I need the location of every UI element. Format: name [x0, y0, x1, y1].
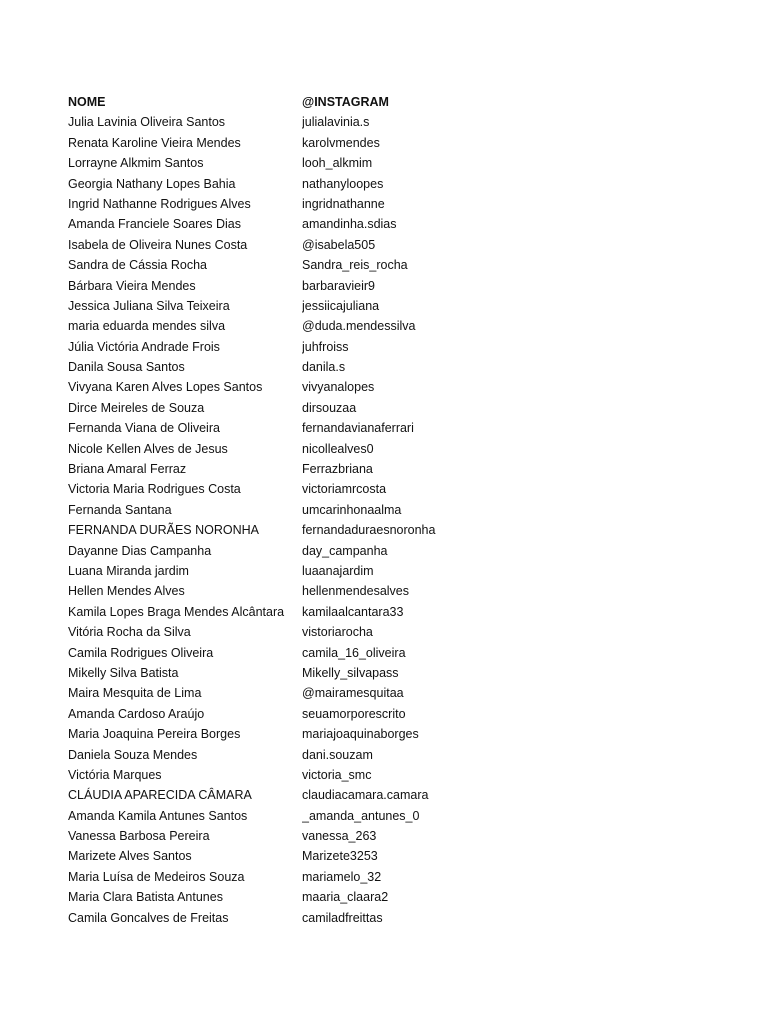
row-instagram-cell: juhfroiss [302, 339, 349, 354]
row-name-cell: Maria Luísa de Medeiros Souza [68, 869, 245, 884]
row-instagram-cell: jessiicajuliana [302, 298, 380, 313]
row-name-cell: Vivyana Karen Alves Lopes Santos [68, 380, 263, 395]
table-row [68, 745, 728, 765]
row-name-cell: Jessica Juliana Silva Teixeira [68, 298, 230, 313]
row-instagram-cell: victoria_smc [302, 767, 372, 782]
table-row [68, 377, 728, 397]
row-name-cell: Luana Miranda jardim [68, 563, 189, 578]
row-instagram-cell: camila_16_oliveira [302, 645, 406, 660]
row-instagram-cell: vivyanalopes [302, 380, 375, 395]
row-instagram-cell: fernandaduraesnoronha [302, 523, 436, 538]
table-row [68, 581, 728, 601]
table-row [68, 561, 728, 581]
row-instagram-cell: Mikelly_silvapass [302, 665, 399, 680]
table-row [68, 520, 728, 540]
table-row [68, 276, 728, 296]
table-row [68, 479, 728, 499]
row-name-cell: Amanda Franciele Soares Dias [68, 217, 241, 232]
row-name-cell: Danila Sousa Santos [68, 360, 185, 375]
row-instagram-cell: kamilaalcantara33 [302, 604, 404, 619]
table-row [68, 683, 728, 703]
row-name-cell: Renata Karoline Vieira Mendes [68, 135, 241, 150]
table-row [68, 398, 728, 418]
row-name-cell: Vanessa Barbosa Pereira [68, 829, 210, 844]
table-row [68, 806, 728, 826]
row-instagram-cell: luaanajardim [302, 563, 374, 578]
row-name-cell: Sandra de Cássia Rocha [68, 258, 207, 273]
table-body [68, 112, 728, 928]
row-name-cell: Fernanda Santana [68, 502, 172, 517]
row-instagram-cell: victoriamrcosta [302, 482, 387, 497]
row-name-cell: Dayanne Dias Campanha [68, 543, 212, 558]
row-name-cell: Maira Mesquita de Lima [68, 686, 202, 701]
row-instagram-cell: @mairamesquitaa [302, 686, 404, 701]
row-instagram-cell: Ferrazbriana [302, 462, 373, 477]
row-instagram-cell: hellenmendesalves [302, 584, 410, 599]
row-name-cell: Dirce Meireles de Souza [68, 400, 205, 415]
table-row [68, 500, 728, 520]
row-name-cell: Nicole Kellen Alves de Jesus [68, 441, 228, 456]
row-name-cell: Camila Goncalves de Freitas [68, 910, 229, 925]
table-row [68, 296, 728, 316]
table-row [68, 785, 728, 805]
table-row [68, 887, 728, 907]
table-row [68, 418, 728, 438]
row-name-cell: Daniela Souza Mendes [68, 747, 198, 762]
table-row [68, 133, 728, 153]
row-instagram-cell: karolvmendes [302, 135, 380, 150]
row-instagram-cell: claudiacamara.camara [302, 788, 429, 803]
row-instagram-cell: vistoriarocha [302, 625, 373, 640]
table-row [68, 908, 728, 928]
row-name-cell: Marizete Alves Santos [68, 849, 192, 864]
row-name-cell: CLÁUDIA APARECIDA CÂMARA [68, 788, 252, 803]
table-row [68, 439, 728, 459]
table-row [68, 174, 728, 194]
row-instagram-cell: camiladfreittas [302, 910, 383, 925]
row-name-cell: Hellen Mendes Alves [68, 584, 185, 599]
table-row [68, 214, 728, 234]
row-instagram-cell: dirsouzaa [302, 400, 357, 415]
table-row [68, 112, 728, 132]
row-instagram-cell: ingridnathanne [302, 196, 385, 211]
row-name-cell: Maria Joaquina Pereira Borges [68, 727, 241, 742]
table-row [68, 622, 728, 642]
row-instagram-cell: _amanda_antunes_0 [302, 808, 420, 823]
row-name-cell: Kamila Lopes Braga Mendes Alcântara [68, 604, 285, 619]
row-name-cell: Amanda Cardoso Araújo [68, 706, 205, 721]
table-row [68, 663, 728, 683]
row-instagram-cell: fernandavianaferrari [302, 421, 414, 436]
table-row [68, 826, 728, 846]
row-instagram-cell: julialavinia.s [302, 115, 370, 130]
row-name-cell: Maria Clara Batista Antunes [68, 890, 223, 905]
row-name-cell: Bárbara Vieira Mendes [68, 278, 196, 293]
row-name-cell: Vitória Rocha da Silva [68, 625, 191, 640]
table-row [68, 255, 728, 275]
row-instagram-cell: vanessa_263 [302, 829, 377, 844]
table-row [68, 867, 728, 887]
row-instagram-cell: umcarinhonaalma [302, 502, 402, 517]
row-instagram-cell: nicollealves0 [302, 441, 374, 456]
row-name-cell: Camila Rodrigues Oliveira [68, 645, 214, 660]
row-instagram-cell: mariajoaquinaborges [302, 727, 419, 742]
row-instagram-cell: Marizete3253 [302, 849, 378, 864]
row-instagram-cell: barbaravieir9 [302, 278, 375, 293]
table-row [68, 337, 728, 357]
table-row [68, 316, 728, 336]
row-instagram-cell: amandinha.sdias [302, 217, 397, 232]
row-instagram-cell: Sandra_reis_rocha [302, 258, 408, 273]
table-row [68, 459, 728, 479]
row-instagram-cell: looh_alkmim [302, 156, 373, 171]
row-instagram-cell: mariamelo_32 [302, 869, 382, 884]
row-name-cell: Victória Marques [68, 767, 162, 782]
row-instagram-cell: @isabela505 [302, 237, 376, 252]
table-row [68, 643, 728, 663]
row-instagram-cell: dani.souzam [302, 747, 373, 762]
row-name-cell: Ingrid Nathanne Rodrigues Alves [68, 196, 251, 211]
table-row [68, 846, 728, 866]
row-instagram-cell: day_campanha [302, 543, 388, 558]
header-name: NOME [68, 95, 106, 109]
row-name-cell: Victoria Maria Rodrigues Costa [68, 482, 241, 497]
row-name-cell: FERNANDA DURÃES NORONHA [68, 523, 259, 538]
row-name-cell: Lorrayne Alkmim Santos [68, 156, 204, 171]
row-name-cell: Julia Lavinia Oliveira Santos [68, 115, 226, 130]
row-name-cell: Júlia Victória Andrade Frois [68, 339, 220, 354]
table-row [68, 235, 728, 255]
table-row [68, 765, 728, 785]
name-instagram-table [68, 92, 728, 928]
table-row [68, 724, 728, 744]
table-row [68, 602, 728, 622]
row-name-cell: Amanda Kamila Antunes Santos [68, 808, 248, 823]
row-instagram-cell: seuamorporescrito [302, 706, 406, 721]
row-instagram-cell: maaria_claara2 [302, 890, 389, 905]
row-instagram-cell: @duda.mendessilva [302, 319, 416, 334]
row-instagram-cell: danila.s [302, 360, 346, 375]
row-name-cell: Briana Amaral Ferraz [68, 462, 187, 477]
header-instagram: @INSTAGRAM [302, 95, 389, 109]
table-row [68, 541, 728, 561]
row-name-cell: maria eduarda mendes silva [68, 319, 226, 334]
table-row [68, 153, 728, 173]
row-name-cell: Isabela de Oliveira Nunes Costa [68, 237, 248, 252]
row-name-cell: Fernanda Viana de Oliveira [68, 421, 220, 436]
row-name-cell: Georgia Nathany Lopes Bahia [68, 176, 236, 191]
table-row [68, 704, 728, 724]
row-instagram-cell: nathanyloopes [302, 176, 384, 191]
table-row [68, 194, 728, 214]
row-name-cell: Mikelly Silva Batista [68, 665, 179, 680]
table-header-row [68, 92, 728, 112]
table-row [68, 357, 728, 377]
